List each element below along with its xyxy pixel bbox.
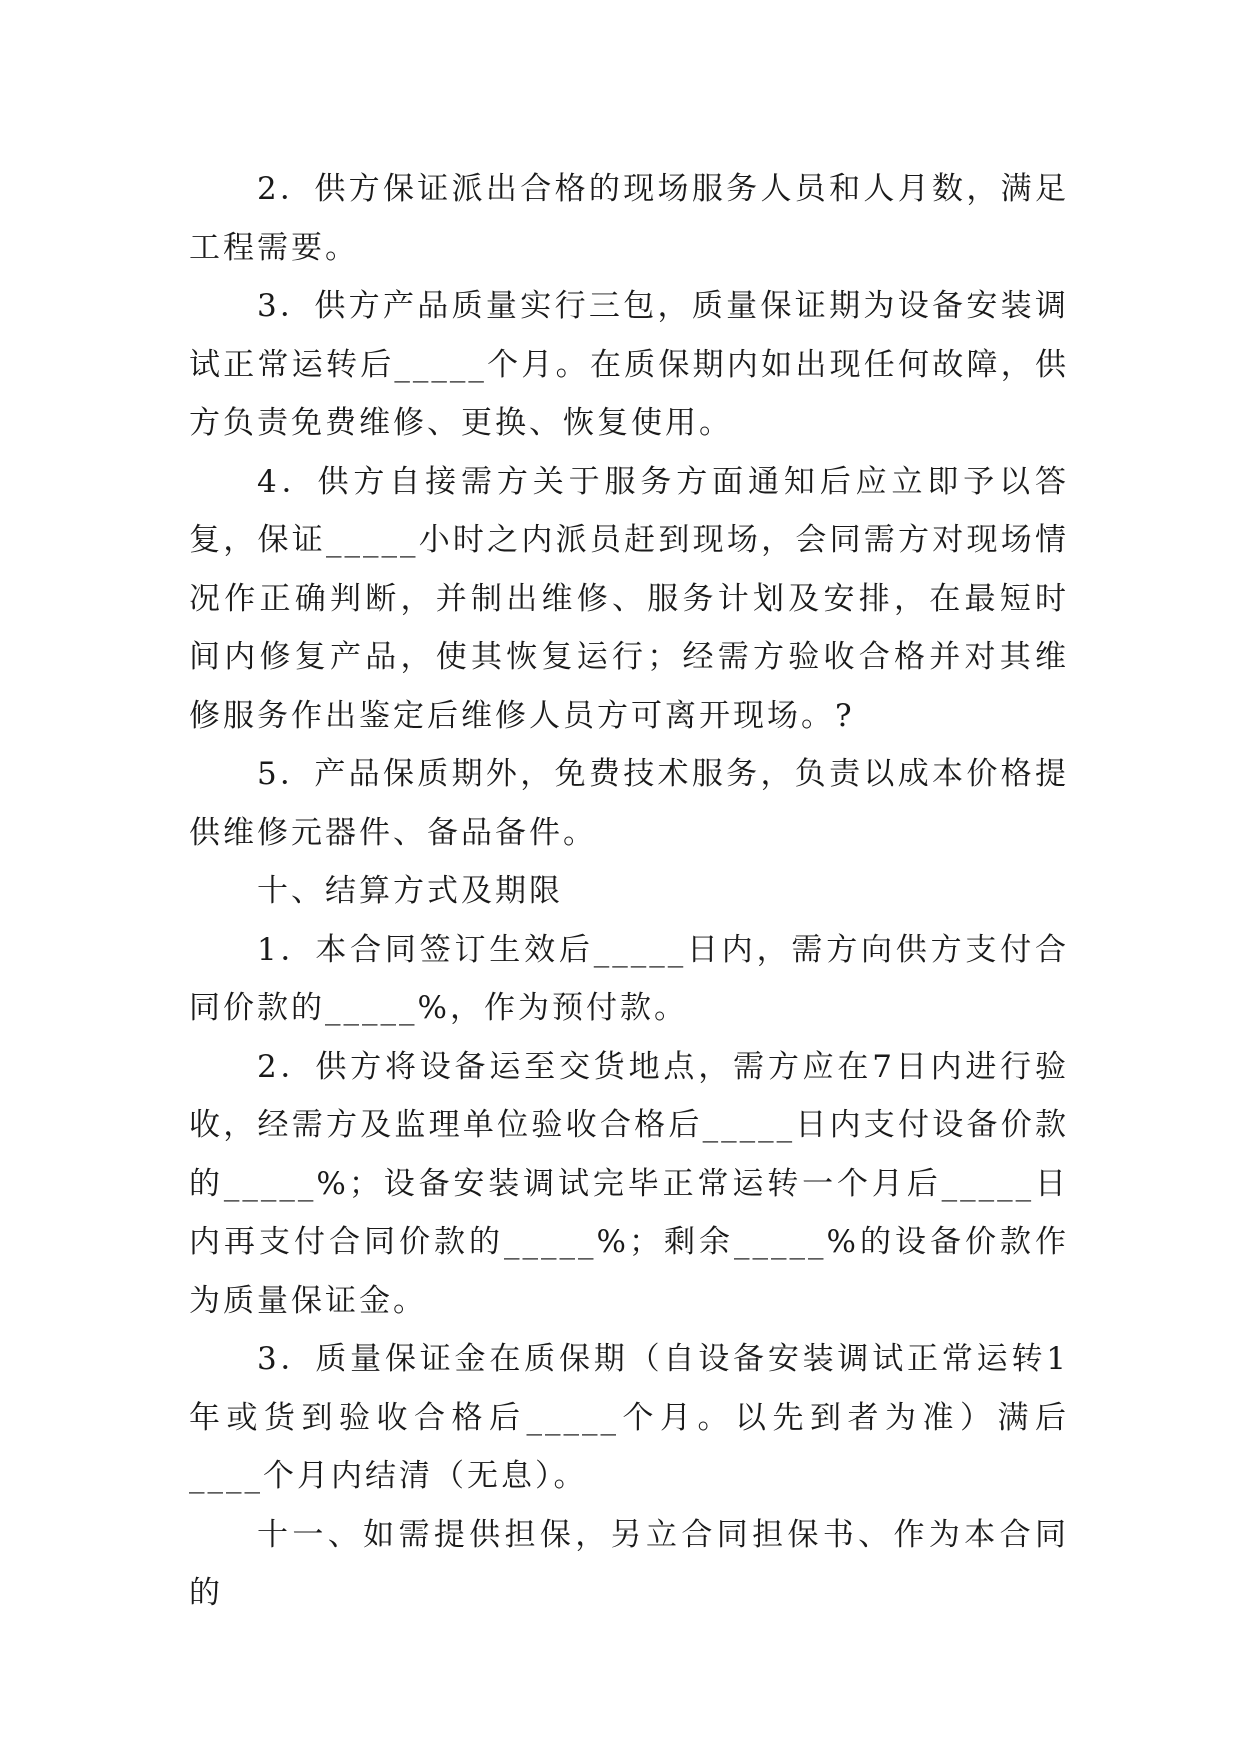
- section-heading-guarantee: 十一、如需提供担保，另立合同担保书、作为本合同的: [189, 1516, 1069, 1611]
- section-heading-settlement: 十、结算方式及期限: [257, 873, 563, 909]
- paragraph-quality-warranty: 3．供方产品质量实行三包，质量保证期为设备安装调试正常运转后_____个月。在质保期内如出现任何故障，供方负责免费维修、更换、恢复使用。: [189, 288, 1069, 441]
- paragraph-quality-deposit: 3．质量保证金在质保期（自设备安装调试正常运转1年或货到验收合格后_____个月。以先到者为准）满后____个月内结清（无息）。: [189, 1341, 1069, 1494]
- paragraph-service-staff: 2．供方保证派出合格的现场服务人员和人月数，满足工程需要。: [189, 171, 1069, 266]
- paragraph-service-response: 4．供方自接需方关于服务方面通知后应立即予以答复，保证_____小时之内派员赶到现场，会同需方对现场情况作正确判断，并制出维修、服务计划及安排，在最短时间内修复产品，使其恢复运行；经需方验收合格并对其维修服务作出鉴定后维修人员方可离开现场。?: [189, 463, 1069, 734]
- paragraph-delivery-payment: 2．供方将设备运至交货地点，需方应在7日内进行验收，经需方及监理单位验收合格后_____日内支付设备价款的_____%；设备安装调试完毕正常运转一个月后_____日内再支付合同价款的_____%；剩余_____%的设备价款作为质量保证金。: [189, 1048, 1069, 1319]
- paragraph-advance-payment: 1．本合同签订生效后_____日内，需方向供方支付合同价款的_____%，作为预付款。: [189, 931, 1069, 1026]
- document-body: [189, 160, 1069, 1623]
- paragraph-out-of-warranty: 5．产品保质期外，免费技术服务，负责以成本价格提供维修元器件、备品备件。: [189, 756, 1069, 851]
